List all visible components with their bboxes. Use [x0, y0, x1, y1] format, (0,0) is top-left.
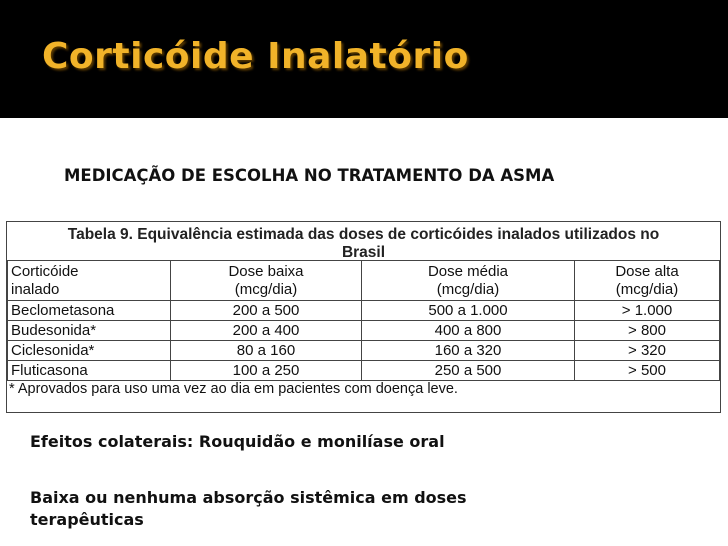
cell-drug: Ciclesonida*: [8, 341, 171, 361]
cell-dose-alta: > 500: [575, 361, 720, 381]
header-dose-baixa: [171, 261, 362, 301]
header-corticoide-line2: inalado: [11, 280, 60, 298]
table-caption-line2: Brasil: [341, 244, 386, 261]
title-bar: [0, 0, 728, 118]
cell-dose-baixa: 80 a 160: [171, 341, 362, 361]
header-dose-media: [362, 261, 575, 301]
cell-dose-baixa: 200 a 400: [171, 321, 362, 341]
table-row: [8, 341, 720, 361]
header-dose-baixa-line2: (mcg/dia): [234, 280, 298, 298]
table-row: [8, 321, 720, 341]
absorption-note: Baixa ou nenhuma absorção sistêmica em doses terapêuticas: [30, 488, 467, 529]
header-dose-baixa-line1: Dose baixa: [228, 262, 304, 280]
header-corticoide-line1: Corticóide: [11, 262, 79, 280]
cell-dose-media: 500 a 1.000: [362, 301, 575, 321]
cell-drug: Fluticasona: [8, 361, 171, 381]
header-dose-alta: [575, 261, 720, 301]
table-row: [8, 361, 720, 381]
dose-equivalence-table: [6, 221, 721, 413]
cell-drug: Beclometasona: [8, 301, 171, 321]
header-dose-media-line1: Dose média: [427, 262, 509, 280]
cell-drug: Budesonida*: [8, 321, 171, 341]
cell-dose-baixa: 100 a 250: [171, 361, 362, 381]
table-header-row: [8, 261, 720, 301]
table-caption: [7, 222, 720, 260]
header-dose-alta-line2: (mcg/dia): [615, 280, 679, 298]
header-dose-alta-line1: Dose alta: [615, 262, 679, 280]
slide-title: Corticóide Inalatório: [42, 36, 469, 77]
table-row: [8, 301, 720, 321]
table-caption-line1: Tabela 9. Equivalência estimada das doses de corticóides inalados utilizados no: [67, 226, 660, 243]
cell-dose-media: 250 a 500: [362, 361, 575, 381]
cell-dose-media: 400 a 800: [362, 321, 575, 341]
cell-dose-baixa: 200 a 500: [171, 301, 362, 321]
cell-dose-alta: > 1.000: [575, 301, 720, 321]
cell-dose-alta: > 320: [575, 341, 720, 361]
table-grid: [7, 260, 720, 381]
slide-subtitle: MEDICAÇÃO DE ESCOLHA NO TRATAMENTO DA ASMA: [64, 166, 555, 185]
cell-dose-media: 160 a 320: [362, 341, 575, 361]
table-footnote: * Aprovados para uso uma vez ao dia em pacientes com doença leve.: [9, 381, 458, 397]
header-corticoide: [8, 261, 171, 301]
header-dose-media-line2: (mcg/dia): [436, 280, 500, 298]
side-effects-note: Efeitos colaterais: Rouquidão e monilíase oral: [30, 432, 445, 451]
cell-dose-alta: > 800: [575, 321, 720, 341]
